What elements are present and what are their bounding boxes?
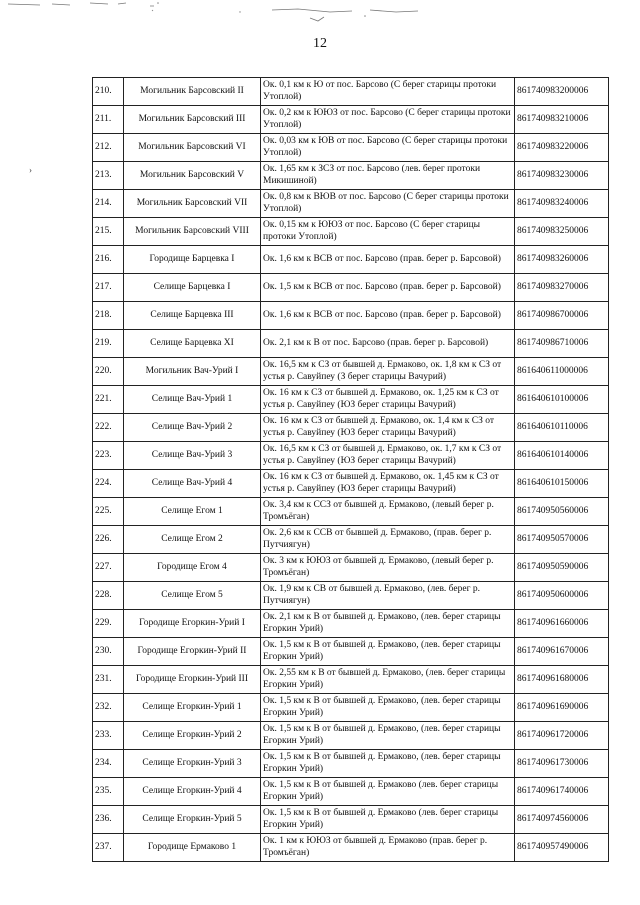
table-row — [93, 106, 609, 134]
site-name: Селище Барцевка XI — [124, 330, 261, 358]
table-row — [93, 778, 609, 806]
site-name: Селище Егом 5 — [124, 582, 261, 610]
registry-code: 861740983240006 — [515, 190, 609, 218]
site-location: Ок. 0,2 км к ЮЮЗ от пос. Барсово (С берег старицы протоки Утоплой) — [261, 106, 515, 134]
site-location: Ок. 1 км к ЮЮЗ от бывшей д. Ермаково (прав. берег р. Тромъёган) — [261, 834, 515, 862]
table-row — [93, 750, 609, 778]
row-number: 217. — [93, 274, 124, 302]
table-row — [93, 554, 609, 582]
registry-code: 861740961720006 — [515, 722, 609, 750]
table-row — [93, 610, 609, 638]
site-name: Селище Барцевка III — [124, 302, 261, 330]
site-location: Ок. 1,6 км к ВСВ от пос. Барсово (прав. берег р. Барсовой) — [261, 302, 515, 330]
registry-code: 861740950590006 — [515, 554, 609, 582]
site-location: Ок. 1,5 км к ВСВ от пос. Барсово (прав. берег р. Барсовой) — [261, 274, 515, 302]
registry-code: 861740961740006 — [515, 778, 609, 806]
registry-code: 861740961730006 — [515, 750, 609, 778]
site-location: Ок. 2,55 км к В от бывшей д. Ермаково, (лев. берег старицы Егоркин Урий) — [261, 666, 515, 694]
row-number: 235. — [93, 778, 124, 806]
site-name: Селище Егоркин-Урий 3 — [124, 750, 261, 778]
row-number: 236. — [93, 806, 124, 834]
registry-code: 861640610110006 — [515, 414, 609, 442]
margin-mark: › — [29, 165, 32, 175]
site-name: Селище Егоркин-Урий 1 — [124, 694, 261, 722]
row-number: 232. — [93, 694, 124, 722]
site-location: Ок. 1,5 км к В от бывшей д. Ермаково (лев. берег старицы Егоркин Урий) — [261, 806, 515, 834]
site-name: Могильник Барсовский VI — [124, 134, 261, 162]
heritage-registry-table — [92, 77, 609, 862]
row-number: 231. — [93, 666, 124, 694]
row-number: 229. — [93, 610, 124, 638]
row-number: 212. — [93, 134, 124, 162]
site-name: Городище Егоркин-Урий I — [124, 610, 261, 638]
site-location: Ок. 0,03 км к ЮВ от пос. Барсово (С берег старицы протоки Утоплой) — [261, 134, 515, 162]
table-row — [93, 330, 609, 358]
site-location: Ок. 1,5 км к В от бывшей д. Ермаково, (лев. берег старицы Егоркин Урий) — [261, 722, 515, 750]
site-location: Ок. 3 км к ЮЮЗ от бывшей д. Ермаково, (левый берег р. Тромъёган) — [261, 554, 515, 582]
table-row — [93, 162, 609, 190]
site-name: Селище Вач-Урий 2 — [124, 414, 261, 442]
row-number: 237. — [93, 834, 124, 862]
table-row — [93, 694, 609, 722]
site-location: Ок. 2,1 км к В от пос. Барсово (прав. берег р. Барсовой) — [261, 330, 515, 358]
site-name: Городище Барцевка I — [124, 246, 261, 274]
table-row — [93, 582, 609, 610]
table-row — [93, 78, 609, 106]
table-row — [93, 414, 609, 442]
site-name: Селище Вач-Урий 4 — [124, 470, 261, 498]
site-name: Селище Егоркин-Урий 2 — [124, 722, 261, 750]
site-location: Ок. 0,15 км к ЮЮЗ от пос. Барсово (С берег старицы протоки Утоплой) — [261, 218, 515, 246]
site-location: Ок. 1,5 км к В от бывшей д. Ермаково (лев. берег старицы Егоркин Урий) — [261, 778, 515, 806]
site-name: Селище Барцевка I — [124, 274, 261, 302]
registry-code: 861740950600006 — [515, 582, 609, 610]
site-location: Ок. 1,65 км к ЗСЗ от пос. Барсово (лев. берег протоки Микишиной) — [261, 162, 515, 190]
table-row — [93, 134, 609, 162]
row-number: 219. — [93, 330, 124, 358]
registry-code: 861740983230006 — [515, 162, 609, 190]
table-row — [93, 834, 609, 862]
row-number: 215. — [93, 218, 124, 246]
row-number: 220. — [93, 358, 124, 386]
site-location: Ок. 1,5 км к В от бывшей д. Ермаково, (лев. берег старицы Егоркин Урий) — [261, 638, 515, 666]
site-location: Ок. 16,5 км к СЗ от бывшей д. Ермаково, ок. 1,7 км к СЗ от устья р. Савуйпеу (ЮЗ берег старицы Вачурий) — [261, 442, 515, 470]
site-name: Селище Вач-Урий 1 — [124, 386, 261, 414]
table-row — [93, 638, 609, 666]
registry-code: 861740961660006 — [515, 610, 609, 638]
table-row — [93, 498, 609, 526]
registry-code: 861640610140006 — [515, 442, 609, 470]
row-number: 214. — [93, 190, 124, 218]
site-name: Селище Егом 2 — [124, 526, 261, 554]
row-number: 218. — [93, 302, 124, 330]
registry-code: 861740986710006 — [515, 330, 609, 358]
registry-code: 861740950570006 — [515, 526, 609, 554]
registry-code: 861740983260006 — [515, 246, 609, 274]
row-number: 230. — [93, 638, 124, 666]
row-number: 213. — [93, 162, 124, 190]
row-number: 223. — [93, 442, 124, 470]
site-name: Селище Егоркин-Урий 5 — [124, 806, 261, 834]
site-name: Городище Егоркин-Урий II — [124, 638, 261, 666]
site-location: Ок. 16,5 км к СЗ от бывшей д. Ермаково, ок. 1,8 км к СЗ от устья р. Савуйпеу (З берег старицы Вачурий) — [261, 358, 515, 386]
registry-code: 861740961680006 — [515, 666, 609, 694]
registry-code: 861740983250006 — [515, 218, 609, 246]
site-location: Ок. 16 км к СЗ от бывшей д. Ермаково, ок. 1,25 км к СЗ от устья р. Савуйпеу (ЮЗ берег старицы Вачурий) — [261, 386, 515, 414]
registry-code: 861740961670006 — [515, 638, 609, 666]
site-name: Городище Егоркин-Урий III — [124, 666, 261, 694]
table-row — [93, 190, 609, 218]
registry-code: 861640610100006 — [515, 386, 609, 414]
row-number: 233. — [93, 722, 124, 750]
site-name: Могильник Вач-Урий I — [124, 358, 261, 386]
row-number: 224. — [93, 470, 124, 498]
registry-code: 861740957490006 — [515, 834, 609, 862]
site-location: Ок. 1,6 км к ВСВ от пос. Барсово (прав. берег р. Барсовой) — [261, 246, 515, 274]
site-location: Ок. 3,4 км к ССЗ от бывшей д. Ермаково, (левый берег р. Тромъёган) — [261, 498, 515, 526]
table-row — [93, 386, 609, 414]
row-number: 234. — [93, 750, 124, 778]
table-row — [93, 526, 609, 554]
registry-code: 861740983200006 — [515, 78, 609, 106]
row-number: 210. — [93, 78, 124, 106]
registry-code: 861740983270006 — [515, 274, 609, 302]
table-row — [93, 218, 609, 246]
table-row — [93, 302, 609, 330]
registry-code: 861640610150006 — [515, 470, 609, 498]
site-location: Ок. 1,9 км к СВ от бывшей д. Ермаково, (лев. берег р. Путчиягун) — [261, 582, 515, 610]
site-name: Городище Ермаково 1 — [124, 834, 261, 862]
site-location: Ок. 0,8 км к ВЮВ от пос. Барсово (С берег старицы протоки Утоплой) — [261, 190, 515, 218]
registry-code: 861740950560006 — [515, 498, 609, 526]
table-row — [93, 246, 609, 274]
row-number: 216. — [93, 246, 124, 274]
table-row — [93, 358, 609, 386]
site-location: Ок. 1,5 км к В от бывшей д. Ермаково, (лев. берег старицы Егоркин Урий) — [261, 694, 515, 722]
registry-code: 861740986700006 — [515, 302, 609, 330]
site-name: Могильник Барсовский V — [124, 162, 261, 190]
row-number: 221. — [93, 386, 124, 414]
row-number: 228. — [93, 582, 124, 610]
table-row — [93, 442, 609, 470]
site-name: Селище Егом 1 — [124, 498, 261, 526]
table-row — [93, 806, 609, 834]
site-location: Ок. 1,5 км к В от бывшей д. Ермаково, (лев. берег старицы Егоркин Урий) — [261, 750, 515, 778]
registry-code: 861740983220006 — [515, 134, 609, 162]
site-name: Городище Егом 4 — [124, 554, 261, 582]
row-number: 222. — [93, 414, 124, 442]
site-name: Могильник Барсовский VII — [124, 190, 261, 218]
row-number: 211. — [93, 106, 124, 134]
registry-code: 861740974560006 — [515, 806, 609, 834]
site-location: Ок. 2,1 км к В от бывшей д. Ермаково, (лев. берег старицы Егоркин Урий) — [261, 610, 515, 638]
site-name: Могильник Барсовский II — [124, 78, 261, 106]
table-row — [93, 274, 609, 302]
site-name: Могильник Барсовский VIII — [124, 218, 261, 246]
scan-artifact-top — [0, 0, 640, 28]
row-number: 225. — [93, 498, 124, 526]
site-location: Ок. 16 км к СЗ от бывшей д. Ермаково, ок. 1,45 км к СЗ от устья р. Савуйпеу (ЮЗ берег старицы Вачурий) — [261, 470, 515, 498]
table-row — [93, 470, 609, 498]
row-number: 227. — [93, 554, 124, 582]
page-number: 12 — [313, 36, 327, 51]
row-number: 226. — [93, 526, 124, 554]
table-row — [93, 722, 609, 750]
site-name: Могильник Барсовский III — [124, 106, 261, 134]
site-location: Ок. 2,6 км к ССВ от бывшей д. Ермаково, (прав. берег р. Путчиягун) — [261, 526, 515, 554]
registry-code: 861640611000006 — [515, 358, 609, 386]
registry-code: 861740983210006 — [515, 106, 609, 134]
registry-code: 861740961690006 — [515, 694, 609, 722]
site-location: Ок. 0,1 км к Ю от пос. Барсово (С берег старицы протоки Утоплой) — [261, 78, 515, 106]
site-location: Ок. 16 км к СЗ от бывшей д. Ермаково, ок. 1,4 км к СЗ от устья р. Савуйпеу (ЮЗ берег старицы Вачурий) — [261, 414, 515, 442]
site-name: Селище Егоркин-Урий 4 — [124, 778, 261, 806]
site-name: Селище Вач-Урий 3 — [124, 442, 261, 470]
table-row — [93, 666, 609, 694]
